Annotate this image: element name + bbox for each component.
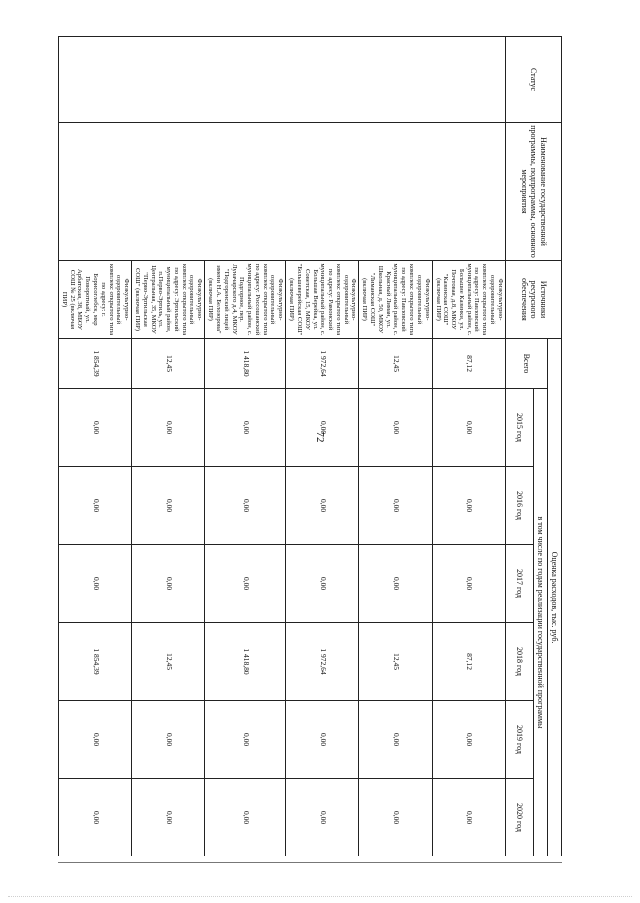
year-value-cell: 0,00 — [286, 545, 359, 623]
year-value-cell: 0,00 — [432, 389, 505, 467]
year-value-cell: 0,00 — [359, 701, 432, 779]
year-value-cell: 12,45 — [359, 623, 432, 701]
year-value-cell: 0,00 — [205, 467, 286, 545]
table-row — [432, 37, 505, 857]
total-cell: 12,45 — [132, 339, 205, 389]
year-value-cell: 0,00 — [205, 389, 286, 467]
year-value-cell: 0,00 — [132, 701, 205, 779]
source-cell: Физкультурно-оздоровительный комплекс открытого типа по адресу: Рамонский муниципальный район, с. Большая Верейка, ул. Советская, 15, МКОУ "Большеверейская СОШ" (включая ПИР) — [286, 261, 359, 339]
year-value-cell: 0,00 — [59, 467, 132, 545]
total-cell: 87,12 — [432, 339, 505, 389]
header-program-name: Наименование государственной программы, подпрограммы, основного мероприятия — [505, 123, 561, 261]
bottom-rule — [58, 862, 562, 863]
header-status: Статус — [505, 37, 561, 123]
header-year: 2017 год — [505, 545, 533, 623]
year-value-cell: 0,00 — [432, 467, 505, 545]
year-value-cell: 0,00 — [132, 467, 205, 545]
year-value-cell: 1 418,80 — [205, 623, 286, 701]
year-value-cell: 0,00 — [286, 389, 359, 467]
total-cell: 1 418,80 — [205, 339, 286, 389]
year-value-cell: 0,00 — [432, 545, 505, 623]
year-value-cell: 0,00 — [132, 389, 205, 467]
header-by-years: в том числе по годам реализации государственной программы — [533, 389, 547, 857]
year-value-cell: 0,00 — [205, 701, 286, 779]
year-value-cell: 0,00 — [59, 779, 132, 857]
year-value-cell: 0,00 — [205, 779, 286, 857]
year-value-cell: 1 972,64 — [286, 623, 359, 701]
year-value-cell: 0,00 — [132, 779, 205, 857]
source-cell: Физкультурно-оздоровительный комплекс открытого типа по адресу: Павловский муниципальный район, с. Красный Лиман, ул. Школьная, д. 50, МКОУ "Лиманская СОШ" (включая ПИР) — [359, 261, 432, 339]
year-value-cell: 0,00 — [59, 545, 132, 623]
scan-edge — [8, 896, 632, 897]
year-value-cell: 0,00 — [359, 467, 432, 545]
header-row-estimate — [547, 37, 561, 857]
source-cell: Физкультурно-оздоровительный комплекс открытого типа по адресу: Эртильский муниципальный район, п.Перво-Эртиль, ул. Центральная, 35, МКОУ "Перво-Эртильская СОШ" (включая ПИР) — [132, 261, 205, 339]
year-value-cell: 0,00 — [432, 701, 505, 779]
header-year: 2020 год — [505, 779, 533, 857]
budget-table — [58, 36, 562, 856]
header-year: 2018 год — [505, 623, 533, 701]
header-year: 2019 год — [505, 701, 533, 779]
year-value-cell: 0,00 — [359, 389, 432, 467]
year-value-cell: 1 854,39 — [59, 623, 132, 701]
year-value-cell: 0,00 — [286, 701, 359, 779]
year-value-cell: 0,00 — [359, 779, 432, 857]
year-value-cell: 0,00 — [59, 701, 132, 779]
year-value-cell: 0,00 — [359, 545, 432, 623]
budget-table-container — [58, 36, 562, 856]
total-cell: 1 854,39 — [59, 339, 132, 389]
year-value-cell: 0,00 — [286, 779, 359, 857]
rotated-table-frame — [58, 36, 562, 856]
year-value-cell: 0,00 — [286, 467, 359, 545]
status-cell — [59, 37, 506, 123]
header-source: Источники ресурсного обеспечения — [505, 261, 561, 339]
source-cell: Физкультурно-оздоровительный комплекс открытого типа по адресу: Павловский муниципальный район, с. Большие Казинки, ул. Почтовая, д.8, МКОУ "Казинская СОШ" (включая ПИР) — [432, 261, 505, 339]
source-cell: Физкультурно-оздоровительный комплекс открытого типа по адресу: Россошанский муниципальный район, с. Подгорное, пер. Луначарского д.4, МКОУ "Подгоренский лицей имени Н.А. Белозорова" (включая ПИР) — [205, 261, 286, 339]
page-number: 72 — [314, 431, 326, 443]
total-cell: 12,45 — [359, 339, 432, 389]
header-year: 2015 год — [505, 389, 533, 467]
year-value-cell: 0,00 — [432, 779, 505, 857]
source-cell: Физкультурно-оздоровительный комплекс открытого типа по адресу: г. Борисоглебск, мкр Поворотный, ул. Арбатская, 38, МБОУ СОШ № 25 (включая ПИР) — [59, 261, 132, 339]
year-value-cell: 0,00 — [132, 545, 205, 623]
header-estimate: Оценка расходов, тыс. руб. — [547, 339, 561, 857]
year-value-cell: 87,12 — [432, 623, 505, 701]
total-cell: 1 972,64 — [286, 339, 359, 389]
year-value-cell: 0,00 — [205, 545, 286, 623]
year-value-cell: 12,45 — [132, 623, 205, 701]
header-year: 2016 год — [505, 467, 533, 545]
header-total: Всего — [505, 339, 547, 389]
year-value-cell: 0,00 — [59, 389, 132, 467]
program-name-cell — [59, 123, 506, 261]
